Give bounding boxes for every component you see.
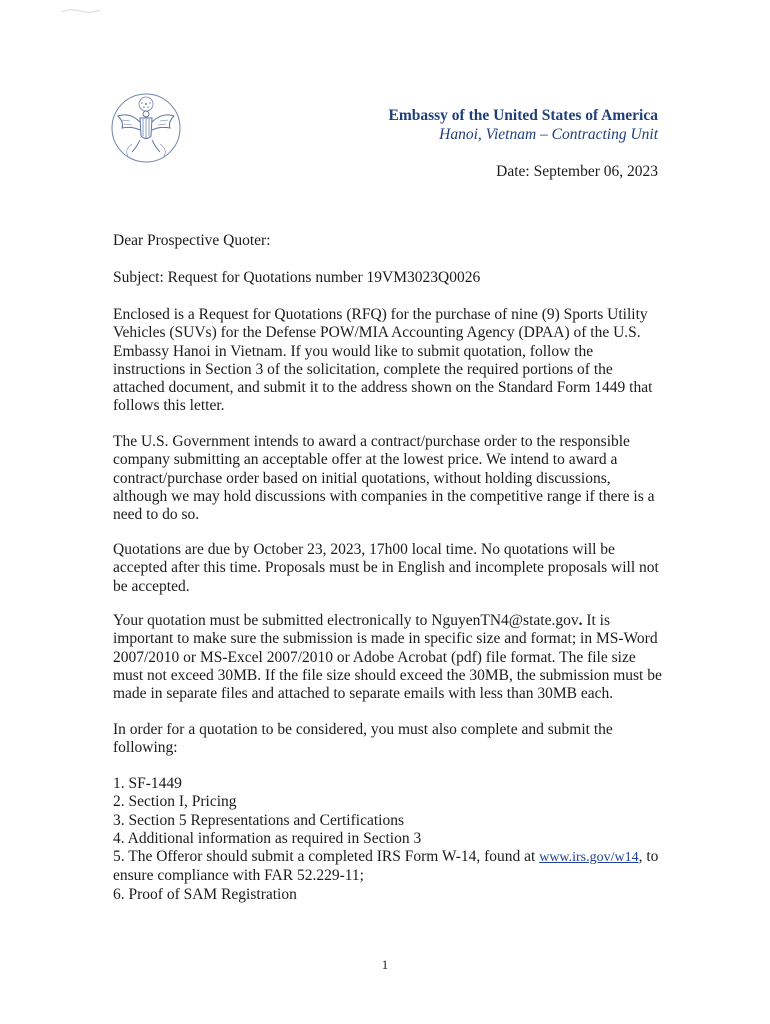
email-period: .: [578, 612, 583, 629]
irs-w14-link[interactable]: www.irs.gov/w14: [539, 850, 639, 866]
embassy-name: Embassy of the United States of America: [388, 107, 658, 124]
paragraph-text: [113, 612, 665, 703]
list-item-text: 5. The Offeror should submit a completed IRS Form W-14, found at: [113, 848, 540, 866]
list-item: 4. Additional information as required in Section 3: [113, 829, 422, 847]
paragraph-requirements: [113, 721, 665, 758]
letter-date: Date: September 06, 2023: [496, 163, 658, 180]
submission-text-rest: It is important to make sure the submission is made in specific size and format; in MS-Word 2007/2010 or MS-Excel 2007/2010 or Adobe Acrobat (pdf) file format. The file size must not exceed 30MB. If the file size should exceed the 30MB, the submission must be made in separate files and attached to separate emails with less than 30MB each.: [113, 612, 662, 703]
greeting: Dear Prospective Quoter:: [113, 232, 271, 249]
list-item-text: , to ensure compliance with FAR 52.229-11;: [113, 848, 659, 885]
list-item: 2. Section I, Pricing: [113, 793, 237, 811]
requirements-list: [113, 775, 665, 904]
contracting-unit: Hanoi, Vietnam – Contracting Unit: [439, 126, 658, 143]
list-item: [113, 848, 665, 886]
paragraph-text: Quotations are due by October 23, 2023, 17h00 local time. No quotations will be accepted after this time. Proposals must be in English and incomplete proposals will not be accepted.: [113, 541, 659, 595]
paragraph-submission: [113, 612, 665, 703]
paragraph-due-date: [113, 541, 665, 596]
paragraph-text: In order for a quotation to be considered, you must also complete and submit the following:: [113, 721, 613, 757]
subject-line: Subject: Request for Quotations number 19VM3023Q0026: [113, 269, 481, 286]
paragraph-award-intent: [113, 433, 665, 524]
paragraph-text: The U.S. Government intends to award a contract/purchase order to the responsible company submitting an acceptable offer at the lowest price. We intend to award a contract/purchase order based on initial quotations, without holding discussions, although we may hold discussions with companies in the competitive range if there is a need to do so.: [113, 433, 655, 524]
paragraph-rfq-intro: [113, 306, 665, 416]
great-seal-icon: [110, 92, 182, 164]
submission-text-start: Your quotation must be submitted electronically to NguyenTN4@state.gov: [113, 612, 579, 629]
list-item: 6. Proof of SAM Registration: [113, 885, 297, 903]
list-item: 3. Section 5 Representations and Certifications: [113, 811, 404, 829]
page-number: 1: [381, 957, 389, 972]
scan-artifact: [60, 6, 110, 16]
paragraph-text: Enclosed is a Request for Quotations (RFQ) for the purchase of nine (9) Sports Utility Vehicles (SUVs) for the Defense POW/MIA Accounting Agency (DPAA) of the U.S. Embassy Hanoi in Vietnam. If you would like to submit quotation, follow the instructions in Section 3 of the solicitation, complete the required portions of the attached document, and submit it to the address shown on the Standard Form 1449 that follows this letter.: [113, 306, 653, 415]
letterhead: [388, 106, 658, 144]
list-item: 1. SF-1449: [113, 775, 182, 792]
